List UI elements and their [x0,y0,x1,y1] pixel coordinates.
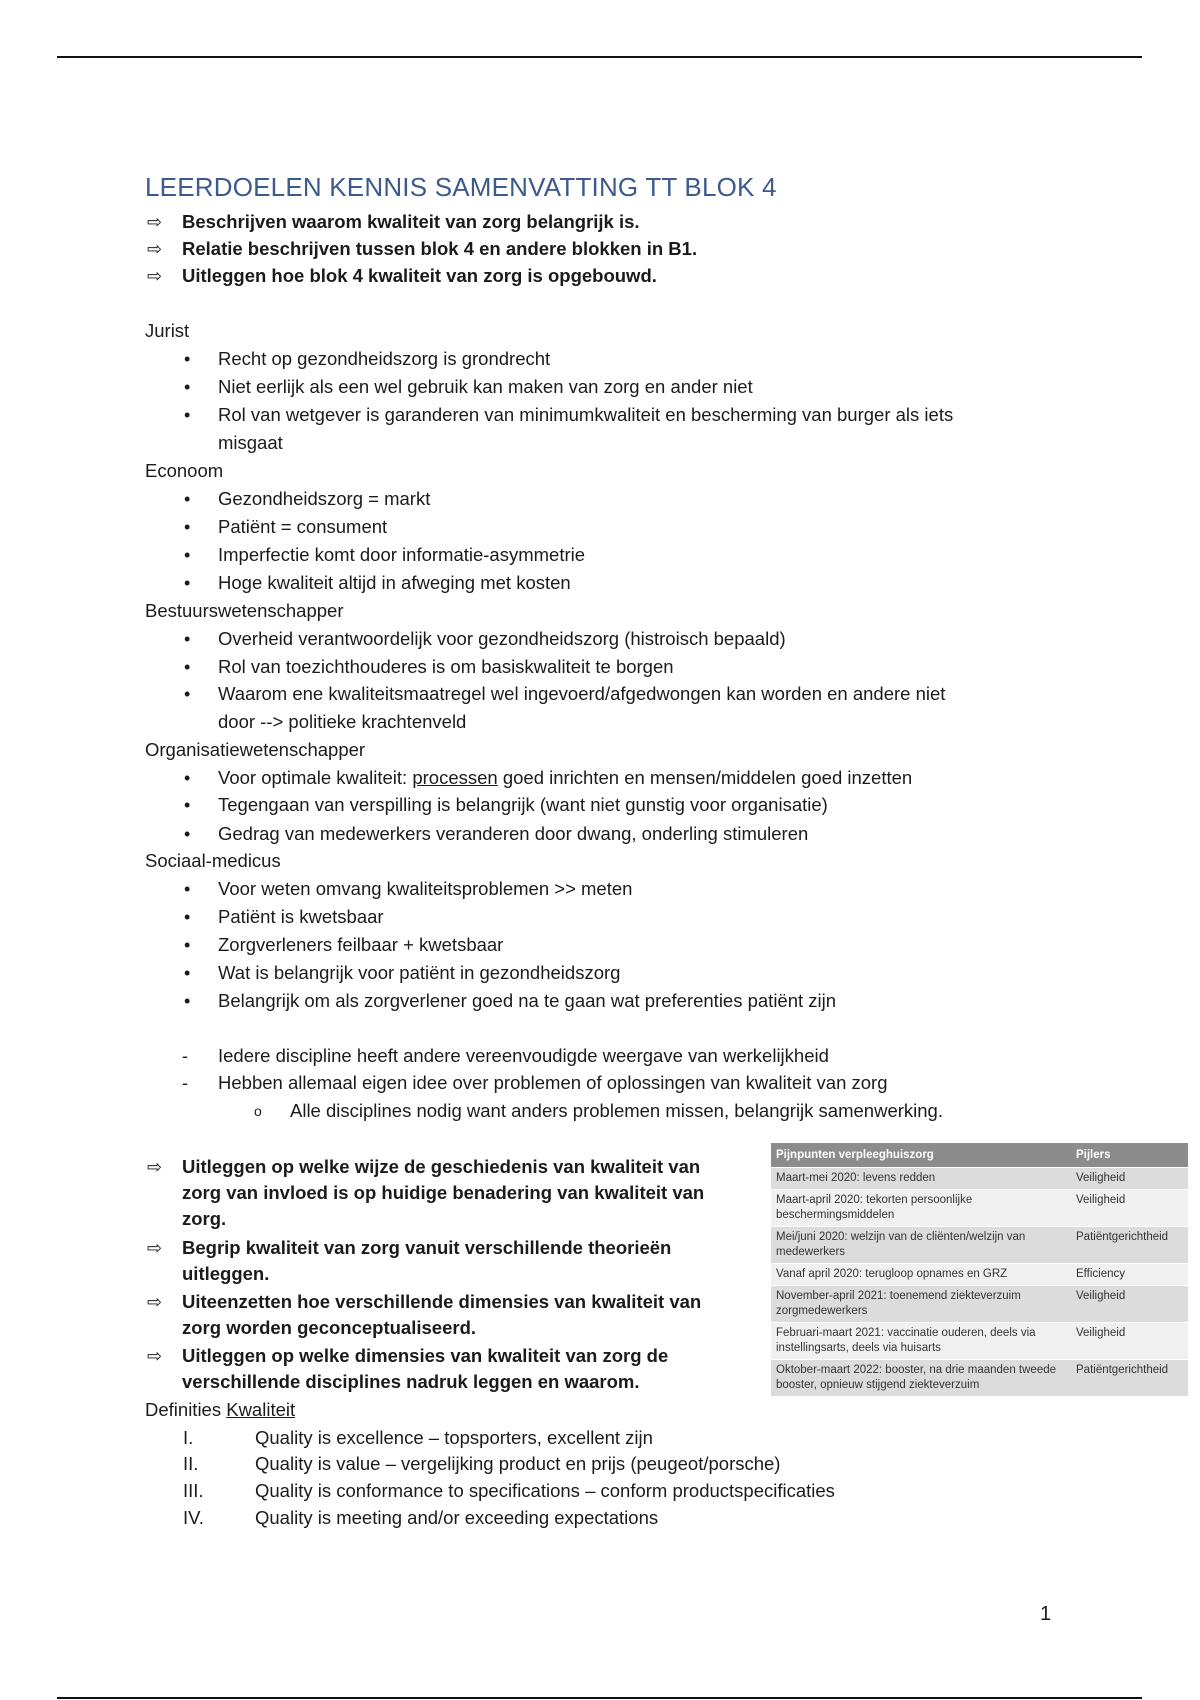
table-header: Pijnpunten verpleeghuiszorg [771,1143,1071,1168]
list-item: Recht op gezondheidszorg is grondrecht [218,348,551,369]
goal-3: Uitleggen hoe blok 4 kwaliteit van zorg is opgebouwd. [182,265,657,286]
list-item: Overheid verantwoordelijk voor gezondheidszorg (histroisch bepaald) [218,628,786,649]
list-item: Gedrag van medewerkers veranderen door dwang, onderling stimuleren [218,823,809,844]
table-row [771,1360,1188,1397]
top-rule [57,56,1142,58]
list-item: Rol van toezichthouderes is om basiskwaliteit te borgen [218,656,674,677]
arrow-icon: ⇨ [147,239,163,259]
bullet-icon: • [184,824,191,844]
bullet-icon: • [184,879,191,899]
bullet-icon: • [184,573,191,593]
bottom-rule [57,1697,1142,1699]
list-item-continuation: misgaat [218,432,283,453]
table-cell: Patiëntgerichtheid [1071,1227,1188,1264]
bullet-icon: • [184,963,191,983]
goal-6-line-2: zorg worden geconceptualiseerd. [182,1317,477,1338]
table-header: Pijlers [1071,1143,1188,1168]
text-segment: goed inrichten en mensen/middelen goed inzetten [497,767,913,788]
bullet-icon: • [184,517,191,537]
goal-7-line-2: verschillende disciplines nadruk leggen en waarom. [182,1371,640,1392]
bullet-icon: • [184,349,191,369]
table-cell: Maart-mei 2020: levens redden [771,1168,1071,1190]
goal-6-line-1: Uiteenzetten hoe verschillende dimensies van kwaliteit van [182,1291,702,1312]
heading-econoom: Econoom [145,460,224,481]
goal-4-line-2: zorg van invloed is op huidige benadering van kwaliteit van [182,1182,705,1203]
text-segment: Voor optimale kwaliteit: [218,767,413,788]
table-header-row [771,1143,1188,1168]
list-item: Hoge kwaliteit altijd in afweging met kosten [218,572,571,593]
list-item: Gezondheidszorg = markt [218,488,431,509]
page-number: 1 [1040,1603,1052,1625]
bullet-icon: • [184,935,191,955]
text-segment: Definities [145,1399,227,1420]
bullet-icon: • [184,377,191,397]
list-item: Waarom ene kwaliteitsmaatregel wel ingevoerd/afgedwongen kan worden en andere niet [218,683,946,704]
list-item: Tegengaan van verspilling is belangrijk (want niet gunstig voor organisatie) [218,794,828,815]
definition-item: Quality is excellence – topsporters, excellent zijn [255,1427,653,1448]
table-row [771,1286,1188,1323]
goal-2: Relatie beschrijven tussen blok 4 en andere blokken in B1. [182,238,698,259]
roman-numeral: III. [183,1480,204,1501]
table-cell: Veiligheid [1071,1286,1188,1323]
table-cell: Mei/juni 2020: welzijn van de cliënten/welzijn van medewerkers [771,1227,1071,1264]
dash-icon: - [182,1046,188,1066]
table-row [771,1190,1188,1227]
arrow-icon: ⇨ [147,1346,163,1366]
dash-icon: - [182,1073,188,1093]
list-item: Wat is belangrijk voor patiënt in gezondheidszorg [218,962,621,983]
heading-bestuur: Bestuurswetenschapper [145,600,344,621]
goal-1: Beschrijven waarom kwaliteit van zorg belangrijk is. [182,211,640,232]
table-cell: Maart-april 2020: tekorten persoonlijke beschermingsmiddelen [771,1190,1071,1227]
bullet-icon: • [184,545,191,565]
list-item: Belangrijk om als zorgverlener goed na te gaan wat preferenties patiënt zijn [218,990,837,1011]
heading-jurist: Jurist [145,320,190,341]
bullet-icon: • [184,684,191,704]
list-item: Zorgverleners feilbaar + kwetsbaar [218,934,504,955]
bullet-icon: • [184,795,191,815]
bullet-icon: • [184,768,191,788]
table-cell: Veiligheid [1071,1190,1188,1227]
page-title: LEERDOELEN KENNIS SAMENVATTING TT BLOK 4 [145,172,777,202]
list-item: Patiënt = consument [218,516,388,537]
goal-7-line-1: Uitleggen op welke dimensies van kwaliteit van zorg de [182,1345,669,1366]
arrow-icon: ⇨ [147,1292,163,1312]
bullet-icon: • [184,907,191,927]
bullet-icon: • [184,991,191,1011]
list-item: Voor weten omvang kwaliteitsproblemen >> meten [218,878,633,899]
list-item: Niet eerlijk als een wel gebruik kan maken van zorg en ander niet [218,376,753,397]
roman-numeral: II. [183,1453,199,1474]
dash-item: Hebben allemaal eigen idee over problemen of oplossingen van kwaliteit van zorg [218,1072,888,1093]
list-item: Patiënt is kwetsbaar [218,906,384,927]
sub-item: Alle disciplines nodig want anders problemen missen, belangrijk samenwerking. [290,1100,943,1121]
arrow-icon: ⇨ [147,1238,163,1258]
definitions-heading [145,1398,295,1422]
bullet-icon: • [184,629,191,649]
underlined-text: processen [412,767,498,788]
list-item-continuation: door --> politieke krachtenveld [218,711,467,732]
definition-item: Quality is value – vergelijking product en prijs (peugeot/porsche) [255,1453,781,1474]
goal-5-line-1: Begrip kwaliteit van zorg vanuit verschillende theorieën [182,1237,672,1258]
table-row [771,1323,1188,1360]
definition-item: Quality is conformance to specifications – conform productspecificaties [255,1480,835,1501]
roman-numeral: I. [183,1427,194,1448]
table-cell: Veiligheid [1071,1168,1188,1190]
bullet-icon: • [184,405,191,425]
circle-bullet-icon: o [254,1103,262,1119]
arrow-icon: ⇨ [147,212,163,232]
bullet-icon: • [184,657,191,677]
table-cell: November-april 2021: toenemend ziekteverzuim zorgmedewerkers [771,1286,1071,1323]
bullet-icon: • [184,489,191,509]
table-row [771,1168,1188,1190]
arrow-icon: ⇨ [147,1157,163,1177]
table-cell: Patiëntgerichtheid [1071,1360,1188,1397]
table-cell: Oktober-maart 2022: booster, na drie maanden tweede booster, opnieuw stijgend ziekteverzuim [771,1360,1071,1397]
underlined-text: Kwaliteit [226,1399,296,1420]
list-item: Rol van wetgever is garanderen van minimumkwaliteit en bescherming van burger als iets [218,404,954,425]
table-row [771,1264,1188,1286]
definition-item: Quality is meeting and/or exceeding expectations [255,1507,659,1528]
table-cell: Vanaf april 2020: terugloop opnames en GRZ [771,1264,1071,1286]
list-item: Imperfectie komt door informatie-asymmetrie [218,544,586,565]
goal-5-line-2: uitleggen. [182,1263,270,1284]
heading-organisatie: Organisatiewetenschapper [145,739,366,760]
table-cell: Februari-maart 2021: vaccinatie ouderen, deels via instellingsarts, deels via huisarts [771,1323,1071,1360]
table-cell: Efficiency [1071,1264,1188,1286]
arrow-icon: ⇨ [147,266,163,286]
list-item [218,766,912,790]
goal-4-line-1: Uitleggen op welke wijze de geschiedenis van kwaliteit van [182,1156,701,1177]
heading-sociaal: Sociaal-medicus [145,850,281,871]
pain-points-table [771,1143,1188,1396]
roman-numeral: IV. [183,1507,204,1528]
table-cell: Veiligheid [1071,1323,1188,1360]
table-row [771,1227,1188,1264]
dash-item: Iedere discipline heeft andere vereenvoudigde weergave van werkelijkheid [218,1045,829,1066]
goal-4-line-3: zorg. [182,1208,227,1229]
